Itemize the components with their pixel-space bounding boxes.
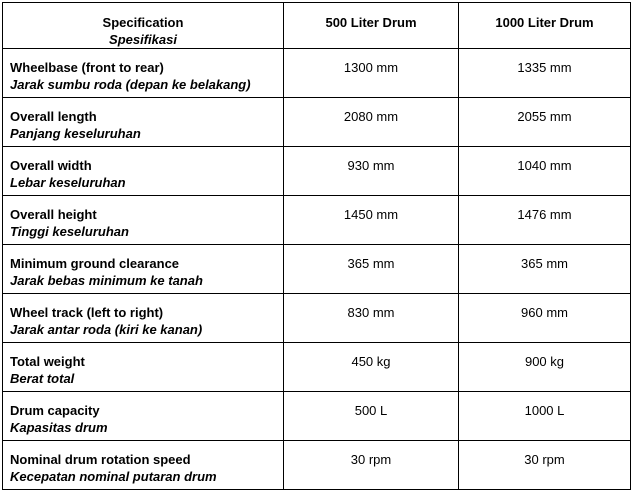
spec-label-en: Nominal drum rotation speed <box>10 452 191 467</box>
value-500: 830 mm <box>284 294 459 343</box>
spec-cell <box>3 98 284 147</box>
value-1000: 1000 L <box>459 392 631 441</box>
spec-cell <box>3 441 284 490</box>
header-specification <box>3 3 284 49</box>
spec-label-en: Wheel track (left to right) <box>10 305 164 320</box>
spec-label-id: Panjang keseluruhan <box>10 126 141 141</box>
value-500: 1450 mm <box>284 196 459 245</box>
value-1000: 2055 mm <box>459 98 631 147</box>
table-row <box>3 294 631 343</box>
spec-label-en: Minimum ground clearance <box>10 256 180 271</box>
spec-label-en: Overall length <box>10 109 97 124</box>
spec-label-id: Tinggi keseluruhan <box>10 224 129 239</box>
table-row <box>3 343 631 392</box>
value-1000: 960 mm <box>459 294 631 343</box>
value-500: 1300 mm <box>284 49 459 98</box>
value-500: 450 kg <box>284 343 459 392</box>
value-500: 30 rpm <box>284 441 459 490</box>
header-1000-liter: 1000 Liter Drum <box>459 3 631 49</box>
value-1000: 1335 mm <box>459 49 631 98</box>
value-500: 365 mm <box>284 245 459 294</box>
specification-table <box>2 2 631 490</box>
spec-cell <box>3 343 284 392</box>
table-row <box>3 98 631 147</box>
spec-cell <box>3 294 284 343</box>
value-500: 500 L <box>284 392 459 441</box>
spec-label-id: Jarak antar roda (kiri ke kanan) <box>10 322 203 337</box>
spec-label-en: Overall height <box>10 207 97 222</box>
spec-label-id: Kapasitas drum <box>10 420 108 435</box>
spec-label-en: Drum capacity <box>10 403 100 418</box>
spec-label-id: Berat total <box>10 371 75 386</box>
table-row <box>3 147 631 196</box>
spec-label-id: Jarak sumbu roda (depan ke belakang) <box>10 77 251 92</box>
value-1000: 30 rpm <box>459 441 631 490</box>
spec-cell <box>3 49 284 98</box>
spec-cell <box>3 196 284 245</box>
table-row <box>3 392 631 441</box>
spec-label-en: Total weight <box>10 354 85 369</box>
value-1000: 1476 mm <box>459 196 631 245</box>
spec-label-id: Kecepatan nominal putaran drum <box>10 469 217 484</box>
header-spec-en: Specification <box>102 15 184 30</box>
spec-cell <box>3 392 284 441</box>
value-1000: 365 mm <box>459 245 631 294</box>
spec-cell <box>3 147 284 196</box>
value-1000: 1040 mm <box>459 147 631 196</box>
header-row <box>3 3 631 49</box>
header-spec-id: Spesifikasi <box>109 32 177 47</box>
spec-label-en: Overall width <box>10 158 92 173</box>
table-row <box>3 49 631 98</box>
spec-label-id: Jarak bebas minimum ke tanah <box>10 273 203 288</box>
spec-cell <box>3 245 284 294</box>
value-1000: 900 kg <box>459 343 631 392</box>
value-500: 930 mm <box>284 147 459 196</box>
table-row <box>3 196 631 245</box>
header-500-liter: 500 Liter Drum <box>284 3 459 49</box>
spec-label-en: Wheelbase (front to rear) <box>10 60 164 75</box>
table-row <box>3 245 631 294</box>
table-row <box>3 441 631 490</box>
spec-label-id: Lebar keseluruhan <box>10 175 126 190</box>
value-500: 2080 mm <box>284 98 459 147</box>
